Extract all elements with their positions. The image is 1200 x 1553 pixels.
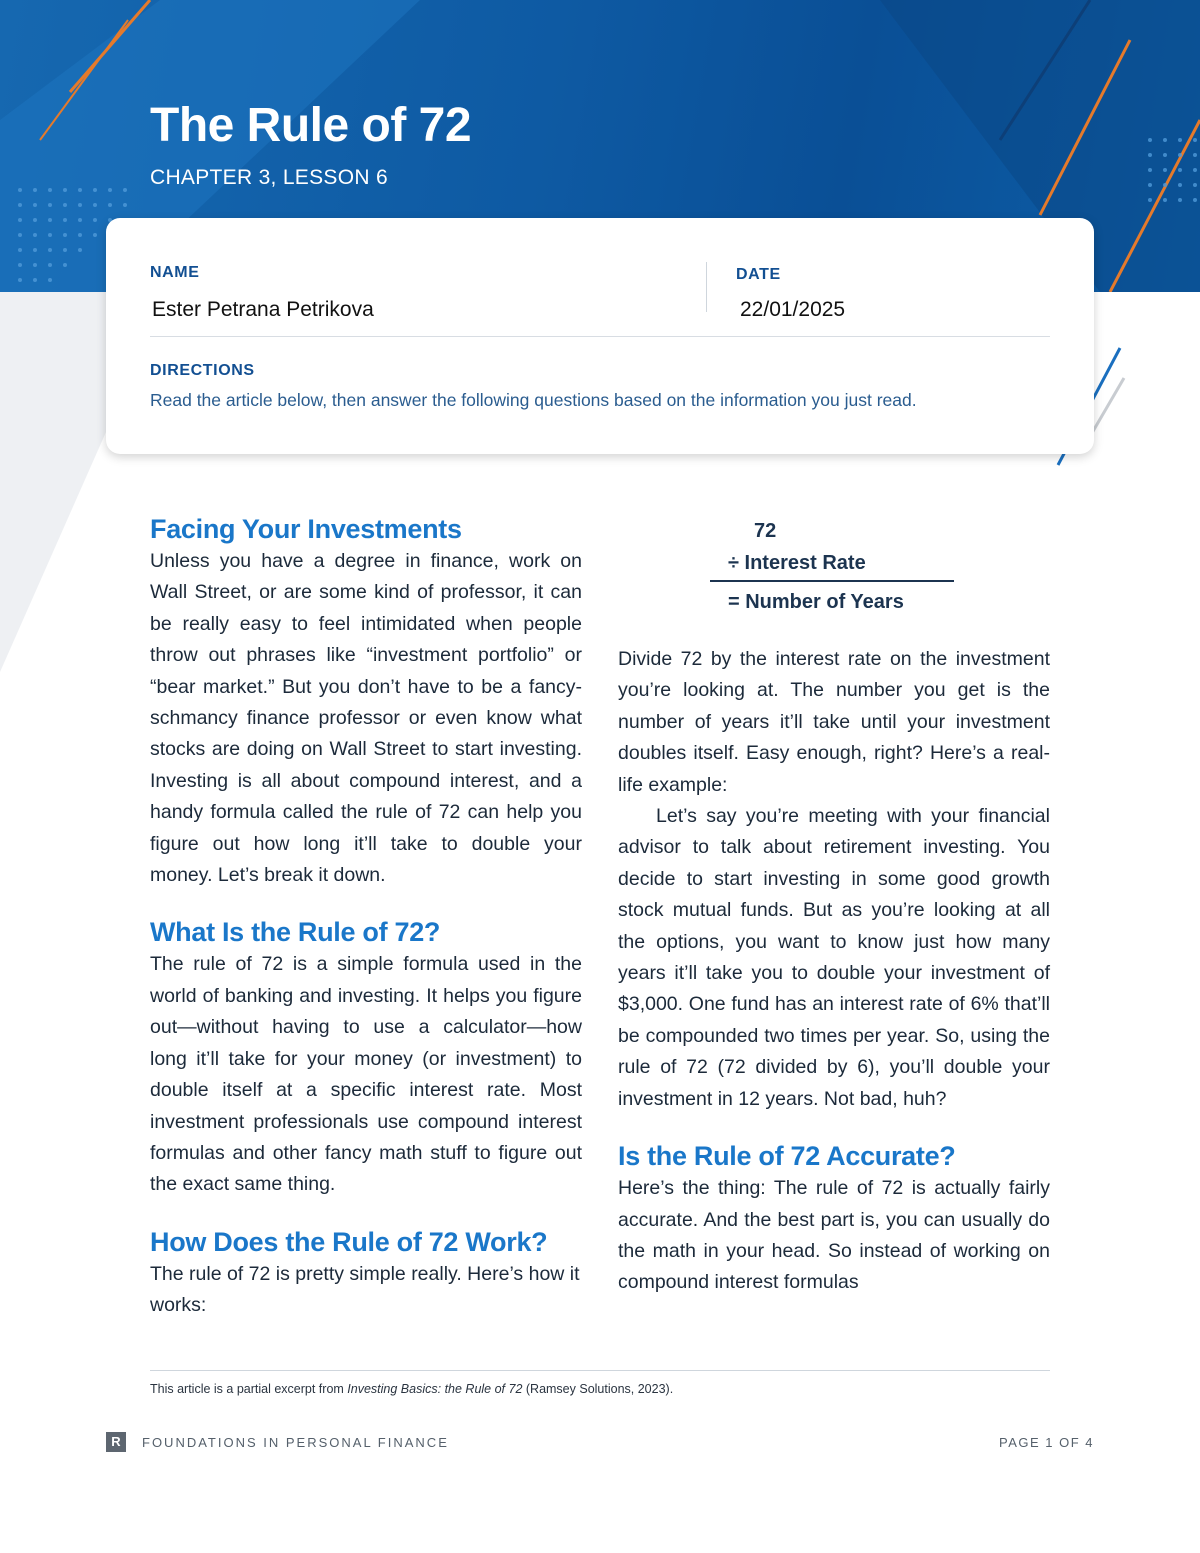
field-divider — [706, 262, 707, 312]
date-field[interactable]: 22/01/2025 — [740, 298, 846, 321]
paragraph-divide-72: Divide 72 by the interest rate on the investment you’re looking at. The number you get is the number of years it’ll take until your investment doubles itself. Easy enough, right? Here’s a real-life example: — [618, 648, 1050, 796]
chapter-lesson: CHAPTER 3, LESSON 6 — [150, 166, 388, 189]
paragraph-is-rule-accurate: Here’s the thing: The rule of 72 is actually fairly accurate. And the best part is, you can usually do the math in your head. So instead of working on compound interest formulas — [618, 1177, 1050, 1294]
page-title: The Rule of 72 — [150, 99, 472, 152]
heading-facing-investments: Facing Your Investments — [150, 514, 462, 544]
page-number: PAGE 1 OF 4 — [998, 1435, 1094, 1450]
footnote-divider — [150, 1370, 1050, 1371]
footnote-prefix: This article is a partial excerpt from — [150, 1382, 348, 1396]
formula-rule — [710, 580, 954, 582]
paragraph-how-does-rule-work: The rule of 72 is pretty simple really. Here’s how it works: — [150, 1262, 580, 1317]
paragraph-facing-investments: Unless you have a degree in finance, work on Wall Street, or are some kind of professor, it can be really easy to feel intimidated when people throw out phrases like “investment portfolio” or “bear market.” But you don’t have to be a fancy-schmancy finance professor or even know what stocks are doing on Wall Street to start investing. Investing is all about compound interest, and a handy formula called the rule of 72 can help you figure out how long it’ll take to double your money. Let’s break it down. — [150, 550, 582, 887]
article-left-column — [150, 512, 582, 1322]
card-divider — [150, 336, 1050, 337]
formula-numerator: 72 — [754, 520, 777, 542]
footnote-suffix: (Ramsey Solutions, 2023). — [522, 1382, 674, 1396]
directions-text: Read the article below, then answer the following questions based on the information you just read. — [150, 390, 917, 410]
heading-is-rule-accurate: Is the Rule of 72 Accurate? — [618, 1141, 956, 1172]
heading-what-is-rule: What Is the Rule of 72? — [150, 917, 441, 948]
ramsey-logo-icon: R — [106, 1432, 126, 1452]
date-label: DATE — [736, 266, 781, 283]
formula-divisor: ÷ Interest Rate — [728, 552, 866, 574]
name-field[interactable]: Ester Petrana Petrikova — [152, 298, 374, 321]
directions-label: DIRECTIONS — [150, 362, 255, 379]
paragraph-what-is-rule: The rule of 72 is a simple formula used in the world of banking and investing. It helps you figure out—without having to use a calculator—how long it’ll take for your money (or investment) to double itself at a specific interest rate. Most investment professionals use compound interest formulas and other fancy math stuff to figure out the exact same thing. — [150, 953, 582, 1196]
rule-of-72-formula — [618, 512, 1050, 634]
name-label: NAME — [150, 264, 200, 281]
heading-how-does-rule-work: How Does the Rule of 72 Work? — [150, 1226, 548, 1257]
student-info-card — [106, 218, 1094, 454]
paragraph-real-life-example: Let’s say you’re meeting with your financial advisor to talk about retirement investing. You decide to start investing in some good growth stock mutual funds. But as you’re looking at all the options, you want to know just how many years it’ll take you to double your investment of $3,000. One fund has an interest rate of 6% that’ll be compounded two times per year. So, using the rule of 72 (72 divided by 6), you’ll double your investment in 12 years. Not bad, huh? — [618, 805, 1050, 1110]
footnote-source: Investing Basics: the Rule of 72 — [347, 1382, 523, 1396]
article-right-column — [618, 512, 1050, 1299]
formula-result: = Number of Years — [728, 591, 904, 613]
course-name: FOUNDATIONS IN PERSONAL FINANCE — [142, 1435, 449, 1450]
footnote — [150, 1382, 673, 1396]
